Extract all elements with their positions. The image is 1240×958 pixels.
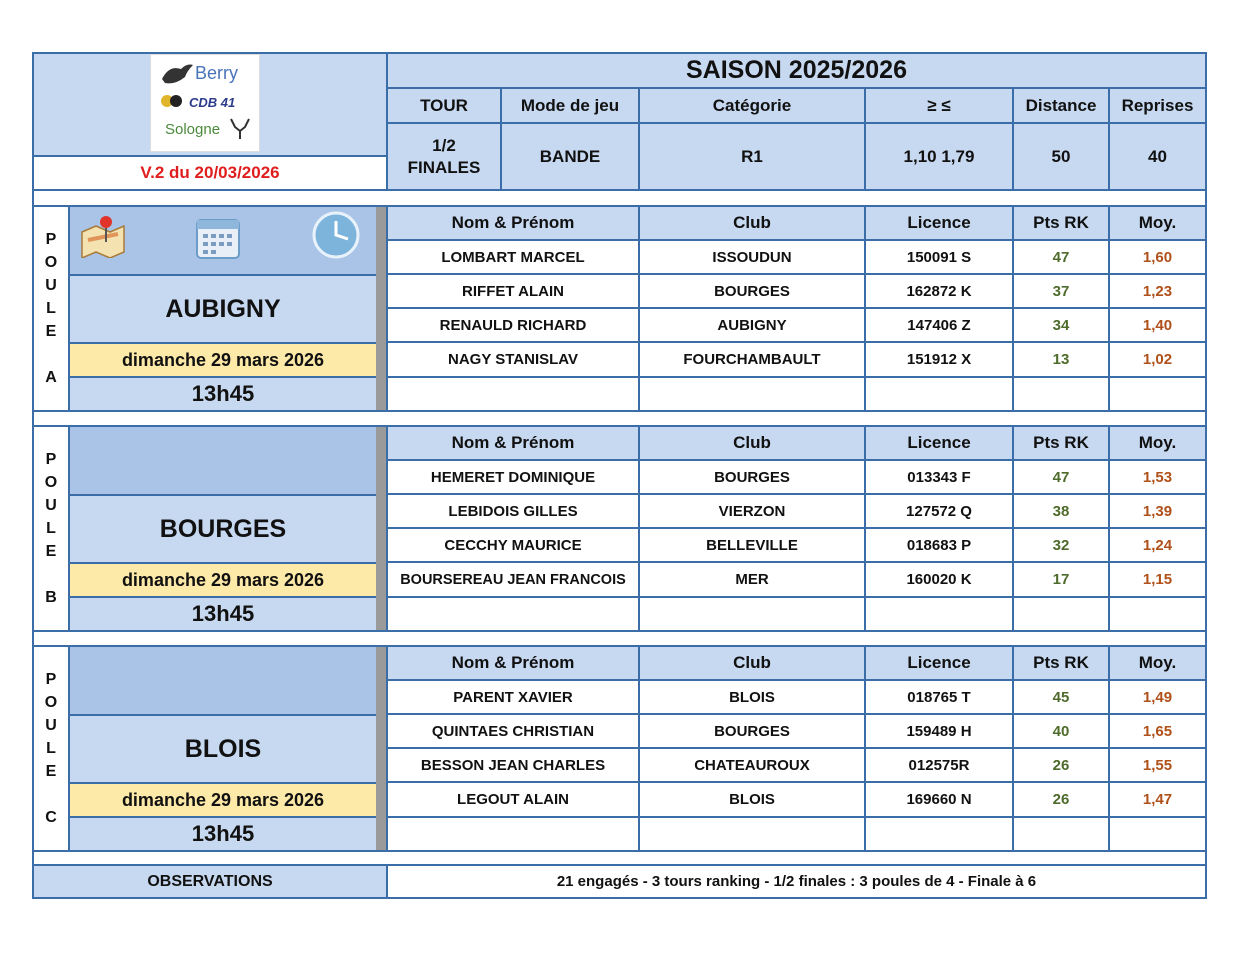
letter: L [46, 520, 56, 537]
deer-logo-icon [227, 117, 253, 141]
player-club: FOURCHAMBAULT [638, 341, 866, 378]
poule-c-letters [40, 668, 62, 829]
player-club: MER [638, 561, 866, 598]
player-licence: 151912 X [864, 341, 1014, 378]
letter: U [45, 717, 57, 734]
th-pts: Pts RK [1012, 645, 1110, 681]
letter: E [45, 543, 57, 560]
col-distance: Distance [1012, 87, 1110, 124]
player-club: CHATEAUROUX [638, 747, 866, 783]
letter: P [45, 671, 57, 688]
th-pts: Pts RK [1012, 205, 1110, 241]
poule-a-location-cell [68, 274, 378, 344]
player-licence: 018683 P [864, 527, 1014, 563]
player-club: BLOIS [638, 781, 866, 818]
letter: U [45, 277, 57, 294]
poule-b-separator [376, 427, 386, 630]
player-club: BLOIS [638, 679, 866, 715]
empty-cell [864, 596, 1014, 632]
letter: L [46, 300, 56, 317]
poule-a-separator [376, 207, 386, 410]
player-pts: 34 [1012, 307, 1110, 343]
player-licence: 147406 Z [864, 307, 1014, 343]
letter: U [45, 497, 57, 514]
player-club: VIERZON [638, 493, 866, 529]
letter: O [44, 694, 58, 711]
map-pin-icon [78, 212, 128, 258]
poule-b-letters [40, 448, 62, 609]
val-reprises: 40 [1108, 122, 1207, 191]
letter: B [45, 589, 57, 606]
empty-cell [386, 376, 640, 412]
season-title: SAISON 2025/2026 [686, 56, 907, 84]
player-licence: 127572 Q [864, 493, 1014, 529]
poule-b-time: 13h45 [191, 601, 255, 626]
player-licence: 018765 T [864, 679, 1014, 715]
poule-b-icons [68, 425, 378, 496]
billiard-balls-icon [159, 91, 185, 111]
th-pts: Pts RK [1012, 425, 1110, 461]
player-pts: 47 [1012, 239, 1110, 275]
version-label: V.2 du 20/03/2026 [140, 163, 280, 182]
player-moy: 1,47 [1108, 781, 1207, 818]
player-club: BELLEVILLE [638, 527, 866, 563]
empty-cell [1012, 376, 1110, 412]
letter: A [45, 369, 57, 386]
poule-a-time-cell [68, 376, 378, 412]
empty-cell [638, 816, 866, 852]
clock-icon [310, 211, 362, 259]
player-name: RENAULD RICHARD [386, 307, 640, 343]
player-name: LOMBART MARCEL [386, 239, 640, 275]
calendar-icon [194, 214, 242, 260]
player-moy: 1,55 [1108, 747, 1207, 783]
poule-b-time-cell [68, 596, 378, 632]
player-moy: 1,60 [1108, 239, 1207, 275]
poule-b-location-cell [68, 494, 378, 564]
poule-b-location: BOURGES [159, 514, 287, 543]
player-pts: 37 [1012, 273, 1110, 309]
empty-cell [1108, 816, 1207, 852]
player-name: RIFFET ALAIN [386, 273, 640, 309]
player-licence: 150091 S [864, 239, 1014, 275]
poule-c-icons [68, 645, 378, 716]
th-moy: Moy. [1108, 645, 1207, 681]
empty-cell [1108, 596, 1207, 632]
player-moy: 1,53 [1108, 459, 1207, 495]
player-club: BOURGES [638, 713, 866, 749]
player-licence: 159489 H [864, 713, 1014, 749]
player-name: CECCHY MAURICE [386, 527, 640, 563]
player-name: BOURSEREAU JEAN FRANCOIS [386, 561, 640, 598]
th-nom: Nom & Prénom [386, 425, 640, 461]
val-distance: 50 [1012, 122, 1110, 191]
letter: P [45, 231, 57, 248]
player-moy: 1,65 [1108, 713, 1207, 749]
logo-cdb-text: CDB 41 [189, 95, 236, 110]
season-title-cell [386, 52, 1207, 89]
val-mode: BANDE [500, 122, 640, 191]
player-licence: 162872 K [864, 273, 1014, 309]
empty-cell [638, 376, 866, 412]
val-tour: 1/2 FINALES [386, 122, 502, 191]
letter: L [46, 740, 56, 757]
player-pts: 26 [1012, 781, 1110, 818]
poule-c-date-cell [68, 782, 378, 818]
player-club: BOURGES [638, 273, 866, 309]
col-range: ≥ ≤ [864, 87, 1014, 124]
player-pts: 32 [1012, 527, 1110, 563]
empty-cell [638, 596, 866, 632]
player-name: QUINTAES CHRISTIAN [386, 713, 640, 749]
letter: E [45, 323, 57, 340]
player-moy: 1,15 [1108, 561, 1207, 598]
player-pts: 45 [1012, 679, 1110, 715]
player-pts: 13 [1012, 341, 1110, 378]
poule-c-location: BLOIS [184, 734, 262, 763]
player-club: BOURGES [638, 459, 866, 495]
empty-cell [864, 376, 1014, 412]
poule-a-time: 13h45 [191, 381, 255, 406]
player-name: NAGY STANISLAV [386, 341, 640, 378]
poule-a-letters [40, 228, 62, 389]
player-moy: 1,02 [1108, 341, 1207, 378]
player-name: BESSON JEAN CHARLES [386, 747, 640, 783]
player-club: AUBIGNY [638, 307, 866, 343]
empty-cell [386, 816, 640, 852]
poule-c-date: dimanche 29 mars 2026 [121, 789, 325, 810]
player-moy: 1,40 [1108, 307, 1207, 343]
letter: E [45, 763, 57, 780]
th-club: Club [638, 205, 866, 241]
th-licence: Licence [864, 425, 1014, 461]
letter: P [45, 451, 57, 468]
poule-b-date-cell [68, 562, 378, 598]
poule-c-separator [376, 647, 386, 850]
letter: O [44, 474, 58, 491]
player-licence: 160020 K [864, 561, 1014, 598]
player-pts: 40 [1012, 713, 1110, 749]
logo-sologne-text: Sologne [165, 121, 221, 138]
goat-logo-icon [157, 59, 197, 89]
player-moy: 1,23 [1108, 273, 1207, 309]
empty-cell [1108, 376, 1207, 412]
empty-cell [386, 596, 640, 632]
letter: C [45, 809, 57, 826]
poule-a-date: dimanche 29 mars 2026 [121, 349, 325, 370]
player-pts: 38 [1012, 493, 1110, 529]
player-pts: 17 [1012, 561, 1110, 598]
poule-c-location-cell [68, 714, 378, 784]
empty-cell [1012, 596, 1110, 632]
version-cell [32, 155, 388, 191]
player-name: LEGOUT ALAIN [386, 781, 640, 818]
player-moy: 1,24 [1108, 527, 1207, 563]
player-pts: 26 [1012, 747, 1110, 783]
player-licence: 012575R [864, 747, 1014, 783]
poule-a-date-cell [68, 342, 378, 378]
poule-a-location: AUBIGNY [165, 294, 281, 323]
col-mode: Mode de jeu [500, 87, 640, 124]
poule-c-time: 13h45 [191, 821, 255, 846]
th-nom: Nom & Prénom [386, 645, 640, 681]
poule-c-time-cell [68, 816, 378, 852]
player-club: ISSOUDUN [638, 239, 866, 275]
th-licence: Licence [864, 205, 1014, 241]
col-reprises: Reprises [1108, 87, 1207, 124]
th-nom: Nom & Prénom [386, 205, 640, 241]
empty-cell [864, 816, 1014, 852]
col-categorie: Catégorie [638, 87, 866, 124]
cdb41-logo [150, 54, 260, 152]
poule-b-date: dimanche 29 mars 2026 [121, 569, 325, 590]
th-moy: Moy. [1108, 205, 1207, 241]
observations-label: OBSERVATIONS [32, 864, 388, 899]
observations-text: 21 engagés - 3 tours ranking - 1/2 finales : 3 poules de 4 - Finale à 6 [386, 864, 1207, 899]
th-club: Club [638, 645, 866, 681]
player-licence: 169660 N [864, 781, 1014, 818]
th-licence: Licence [864, 645, 1014, 681]
th-moy: Moy. [1108, 425, 1207, 461]
player-pts: 47 [1012, 459, 1110, 495]
player-name: PARENT XAVIER [386, 679, 640, 715]
col-tour: TOUR [386, 87, 502, 124]
player-licence: 013343 F [864, 459, 1014, 495]
th-club: Club [638, 425, 866, 461]
val-range: 1,10 1,79 [864, 122, 1014, 191]
player-name: LEBIDOIS GILLES [386, 493, 640, 529]
empty-cell [1012, 816, 1110, 852]
player-name: HEMERET DOMINIQUE [386, 459, 640, 495]
player-moy: 1,49 [1108, 679, 1207, 715]
player-moy: 1,39 [1108, 493, 1207, 529]
letter: O [44, 254, 58, 271]
logo-berry-text: Berry [195, 63, 239, 83]
val-categorie: R1 [638, 122, 866, 191]
